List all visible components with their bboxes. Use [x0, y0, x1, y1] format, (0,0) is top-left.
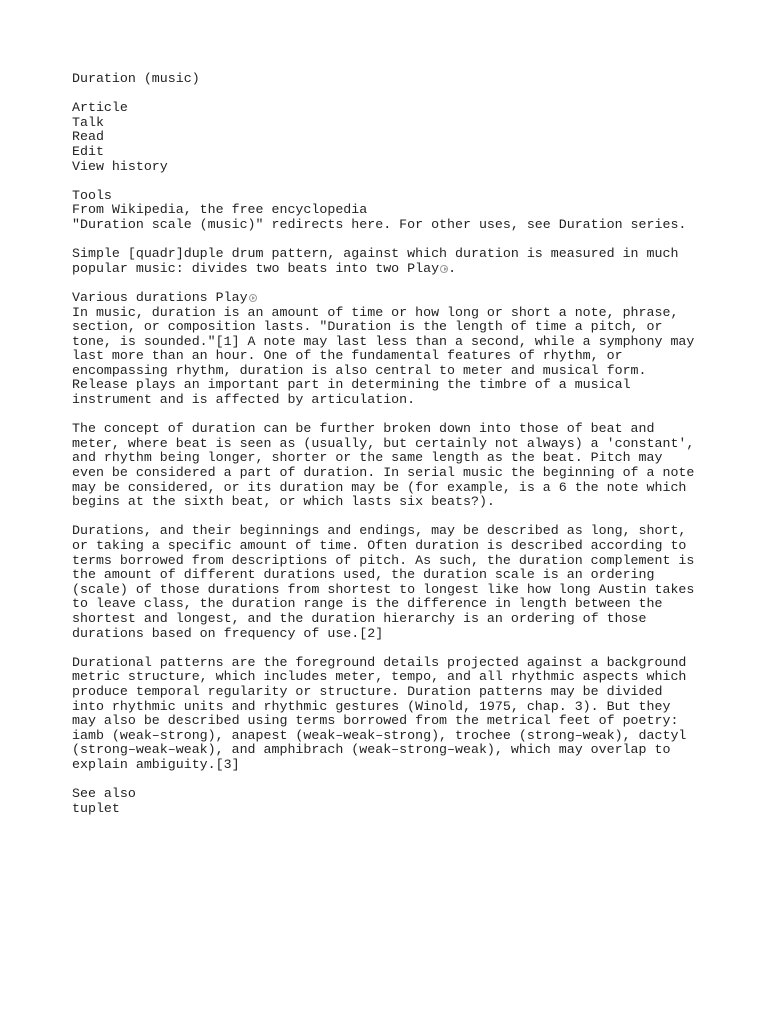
site-tagline: From Wikipedia, the free encyclopedia [72, 202, 368, 218]
body-paragraph: The concept of duration can be further broken down into those of beat and meter, where beat is seen as (usually, but certainly not always) a 'constant', and rhythm being longer, shorter or the same length as the beat. Pitch may even be considered a part of duration. In serial music the beginning of a note may be considered, or its duration may be (for example, is a 6 the note which begins at the sixth beat, or which lasts six beats?). [72, 421, 695, 510]
action-read[interactable]: Read [72, 129, 104, 145]
tab-article[interactable]: Article [72, 100, 128, 116]
media-caption-end: . [448, 260, 457, 276]
see-also-link-tuplet[interactable]: tuplet [72, 800, 120, 816]
body-paragraph: Durations, and their beginnings and endings, may be described as long, short, or taking a specific amount of time. Often duration is described according to terms borrowed from descriptions of pitch. As such, the duration complement is the amount of different durations used, the duration scale is an ordering (scale) of those durations from shortest to longest like how long Austin takes to leave class, the duration range is the difference in length between the shortest and longest, and the duration hierarchy is an ordering of those durations based on frequency of use.[2] [72, 523, 695, 641]
media-caption-text-2: Various durations Play [72, 289, 248, 305]
hatnote: "Duration scale (music)" redirects here. For other uses, see Duration series. [72, 216, 687, 232]
play-circle-icon[interactable] [440, 265, 448, 273]
media-caption-various-durations [72, 291, 702, 306]
tab-talk[interactable]: Talk [72, 114, 104, 130]
action-view-history[interactable]: View history [72, 158, 168, 174]
play-circle-icon[interactable] [249, 294, 257, 302]
media-caption-drum-pattern [72, 247, 702, 276]
tools-menu[interactable]: Tools [72, 187, 112, 203]
body-paragraph: Durational patterns are the foreground details projected against a background metric structure, which includes meter, tempo, and all rhythmic aspects which produce temporal regularity or structure. Duration patterns may be divided into rhythmic units and rhythmic gestures (Winold, 1975, chap. 3). But they may also be described using terms borrowed from the metrical feet of poetry: iamb (weak–strong), anapest (weak–weak–strong), trochee (strong–weak), dactyl (strong–weak–weak), and amphibrach (weak–strong–weak), which may overlap to explain ambiguity.[3] [72, 654, 687, 772]
media-caption-text: Simple [quadr]duple drum pattern, against which duration is measured in much popular music: divides two beats into two Play [72, 246, 679, 276]
action-edit[interactable]: Edit [72, 143, 104, 159]
body-paragraph: In music, duration is an amount of time or how long or short a note, phrase, section, or composition lasts. "Duration is the length of time a pitch, or tone, is sounded."[1] A note may last less than a second, while a symphony may last more than an hour. One of the fundamental features of rhythm, or encompassing rhythm, duration is also central to meter and musical form. Release plays an important part in determining the timbre of a musical instrument and is affected by articulation. [72, 304, 695, 408]
see-also-heading: See also [72, 786, 136, 802]
page-title: Duration (music) [72, 71, 200, 86]
